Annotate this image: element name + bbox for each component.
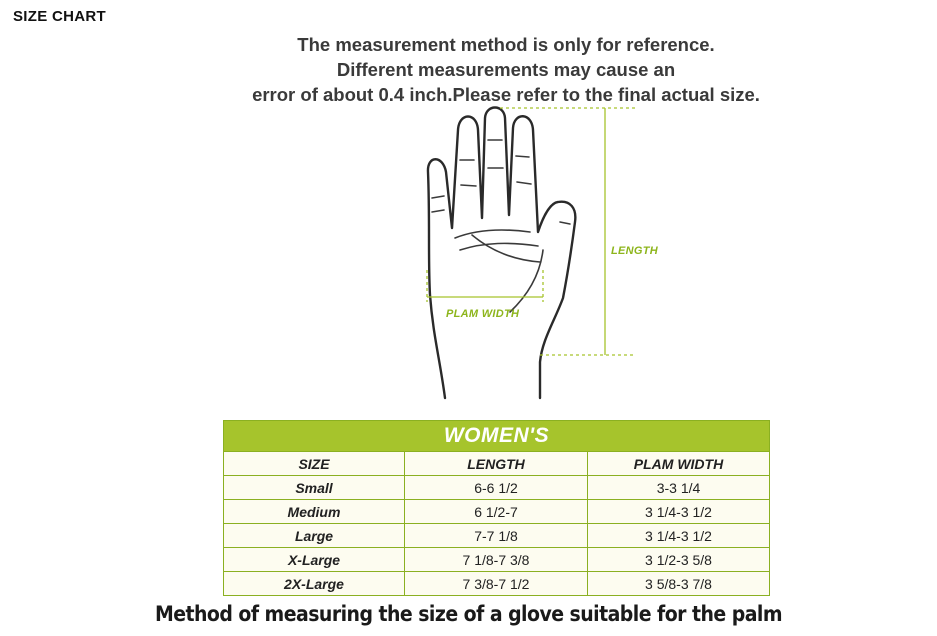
table-title: WOMEN'S [224,421,770,452]
size-cell: Medium [224,500,405,524]
table-row [224,524,770,548]
measurement-note-line-2: Different measurements may cause an [336,59,676,80]
womens-size-table [223,420,770,596]
measuring-method-caption: Method of measuring the size of a glove suitable for the palm [154,602,783,626]
table-row [224,572,770,596]
palm-width-cell: 3 1/2-3 5/8 [588,548,770,572]
palm-width-cell: 3 1/4-3 1/2 [588,500,770,524]
palm-width-cell: 3 5/8-3 7/8 [588,572,770,596]
column-header-length: LENGTH [405,452,588,476]
length-cell: 6-6 1/2 [405,476,588,500]
table-row [224,548,770,572]
palm-width-dimension-label: PLAM WIDTH [446,308,520,320]
column-header-size: SIZE [224,452,405,476]
length-cell: 7 3/8-7 1/2 [405,572,588,596]
palm-width-cell: 3-3 1/4 [588,476,770,500]
length-cell: 6 1/2-7 [405,500,588,524]
measurement-note-line-1: The measurement method is only for reference. [297,34,715,55]
table-row [224,500,770,524]
table-row [224,476,770,500]
size-cell: Small [224,476,405,500]
size-cell: X-Large [224,548,405,572]
length-cell: 7 1/8-7 3/8 [405,548,588,572]
size-cell: Large [224,524,405,548]
length-cell: 7-7 1/8 [405,524,588,548]
length-dimension-label: LENGTH [611,245,659,257]
hand-measurement-diagram [400,100,660,410]
palm-width-cell: 3 1/4-3 1/2 [588,524,770,548]
size-cell: 2X-Large [224,572,405,596]
column-header-palm-width: PLAM WIDTH [588,452,770,476]
size-chart-heading: SIZE CHART [13,8,106,25]
measurement-note-line-3: error of about 0.4 inch.Please refer to the final actual size. [252,84,760,105]
